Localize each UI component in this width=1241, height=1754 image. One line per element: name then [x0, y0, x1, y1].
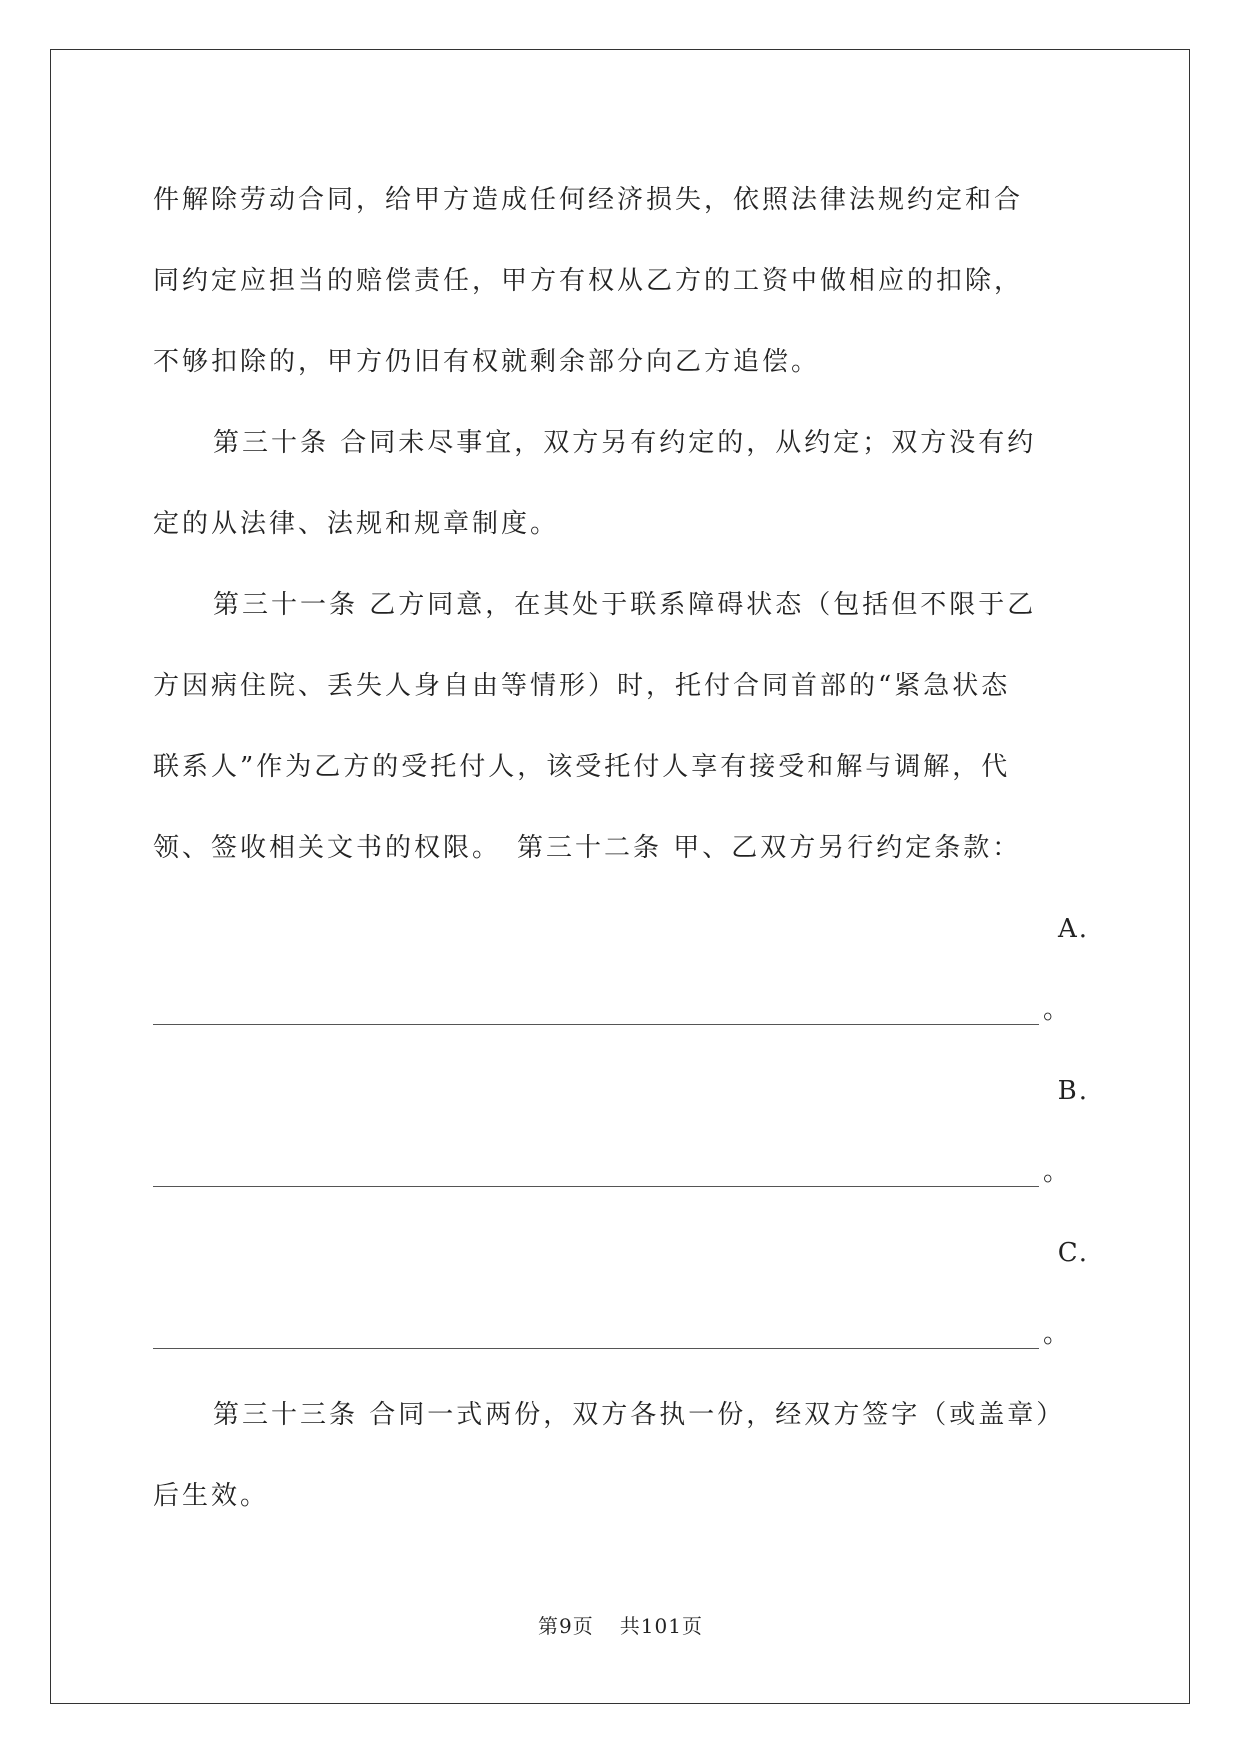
text-line: 第三十一条 乙方同意，在其处于联系障碍状态（包括但不限于乙 — [213, 590, 1037, 620]
clause-item-b — [153, 1051, 1089, 1213]
blank-end-mark: 。 — [1043, 1157, 1073, 1187]
text-line: 方因病住院、丢失人身自由等情形）时，托付合同首部的“紧急状态 — [153, 671, 1011, 701]
clause-item-c — [153, 1213, 1089, 1375]
item-label: B. — [1057, 1076, 1089, 1106]
fill-in-blank — [153, 1132, 1089, 1213]
page-footer — [0, 1610, 1241, 1639]
text-line: 件解除劳动合同，给甲方造成任何经济损失，依照法律法规约定和合 — [153, 185, 1024, 215]
text-line: 第三十三条 合同一式两份，双方各执一份，经双方签字（或盖章） — [213, 1400, 1066, 1430]
blank-end-mark: 。 — [1043, 1319, 1073, 1349]
clause-item-a — [153, 889, 1089, 1051]
text-line: 联系人”作为乙方的受托付人，该受托付人享有接受和解与调解，代 — [153, 752, 1011, 782]
text-line: 后生效。 — [153, 1481, 270, 1511]
article-31 — [153, 565, 1089, 889]
item-label: C. — [1057, 1238, 1089, 1268]
page-total: 共101页 — [619, 1614, 703, 1638]
text-line: 不够扣除的，甲方仍旧有权就剩余部分向乙方追偿。 — [153, 347, 821, 377]
fill-in-blank — [153, 1294, 1089, 1375]
blank-underline — [153, 1185, 1039, 1187]
fill-in-blank — [153, 970, 1089, 1051]
item-label: A. — [1057, 914, 1089, 944]
article-33 — [153, 1375, 1089, 1537]
blank-underline — [153, 1023, 1039, 1025]
text-line: 定的从法律、法规和规章制度。 — [153, 509, 560, 539]
text-line: 领、签收相关文书的权限。 第三十二条 甲、乙双方另行约定条款： — [153, 833, 1022, 863]
page-number: 第9页 — [538, 1614, 594, 1638]
blank-underline — [153, 1347, 1039, 1349]
text-line: 第三十条 合同未尽事宜，双方另有约定的，从约定；双方没有约 — [213, 428, 1037, 458]
article-30 — [153, 403, 1089, 565]
paragraph-continuation — [153, 160, 1089, 403]
document-body — [153, 160, 1089, 1537]
text-line: 同约定应担当的赔偿责任，甲方有权从乙方的工资中做相应的扣除， — [153, 266, 1024, 296]
blank-end-mark: 。 — [1043, 995, 1073, 1025]
